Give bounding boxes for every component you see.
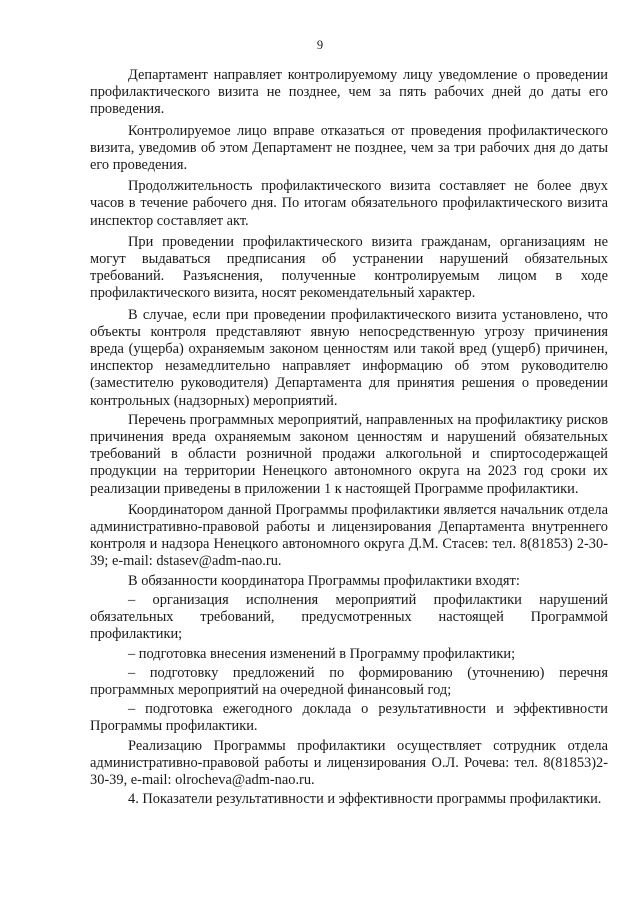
page-number: 9	[316, 38, 324, 52]
list-item-duty: – подготовка внесения изменений в Программу профилактики;	[128, 645, 516, 662]
paragraph-notification: Департамент направляет контролируемому лицу уведомление о проведении профилактического визита не позднее, чем за пять рабочих дней до даты его проведения.	[90, 67, 608, 118]
paragraph-refusal: Контролируемое лицо вправе отказаться от проведения профилактического визита, уведомив об этом Департамент не позднее, чем за три рабочих дня до даты его проведения.	[90, 122, 608, 174]
paragraph-program-list: Перечень программных мероприятий, направленных на профилактику рисков причинения вреда охраняемым законом ценностям и нарушений обязательных требований в области розничной продажи алкогольной и спиртосодержащей продукции на территории Ненецкого автономного округа на 2023 год сроки их реализации приведены в приложении 1 к настоящей Программе профилактики.	[90, 411, 608, 497]
paragraph-no-orders: При проведении профилактического визита гражданам, организациям не могут выдаваться предписания об устранении нарушений обязательных требований. Разъяснения, полученные контролируемым лицом в ходе профилактического визита, носят рекомендательный характер.	[90, 233, 608, 302]
list-item-duty: – подготовка ежегодного доклада о результативности и эффективности Программы профилактики.	[90, 701, 608, 735]
paragraph-implementation: Реализацию Программы профилактики осуществляет сотрудник отдела административно-правовой работы и лицензирования О.Л. Рочева: тел. 8(81853)2-30-39, e-mail: olrocheva@adm-nao.ru.	[90, 737, 608, 788]
paragraph-coordinator: Координатором данной Программы профилактики является начальник отдела административно-правовой работы и лицензирования Департамента внутреннего контроля и надзора Ненецкого автономного округа Д.М. Стасев: тел. 8(81853) 2-30-39; e-mail: dstasev@adm-nao.ru.	[90, 501, 608, 570]
list-item-duty: – организация исполнения мероприятий профилактики нарушений обязательных требований, предусмотренных настоящей Программой профилактики;	[90, 591, 608, 643]
paragraph-threat: В случае, если при проведении профилактического визита установлено, что объекты контроля представляют явную непосредственную угрозу причинения вреда (ущерба) охраняемым законом ценностям или такой вред (ущерб) причинен, инспектор незамедлительно направляет информацию об этом руководителю (заместителю руководителя) Департамента для принятия решения о проведении контрольных (надзорных) мероприятий.	[90, 306, 608, 409]
paragraph-duration: Продолжительность профилактического визита составляет не более двух часов в течение рабочего дня. По итогам обязательного профилактического визита инспектор составляет акт.	[90, 178, 608, 229]
paragraph-duties-intro: В обязанности координатора Программы профилактики входят:	[128, 572, 520, 589]
list-item-duty: – подготовку предложений по формированию (уточнению) перечня программных мероприятий на очередной финансовый год;	[90, 664, 608, 698]
section-heading-indicators: 4. Показатели результативности и эффективности программы профилактики.	[128, 791, 602, 808]
document-body	[90, 67, 608, 812]
